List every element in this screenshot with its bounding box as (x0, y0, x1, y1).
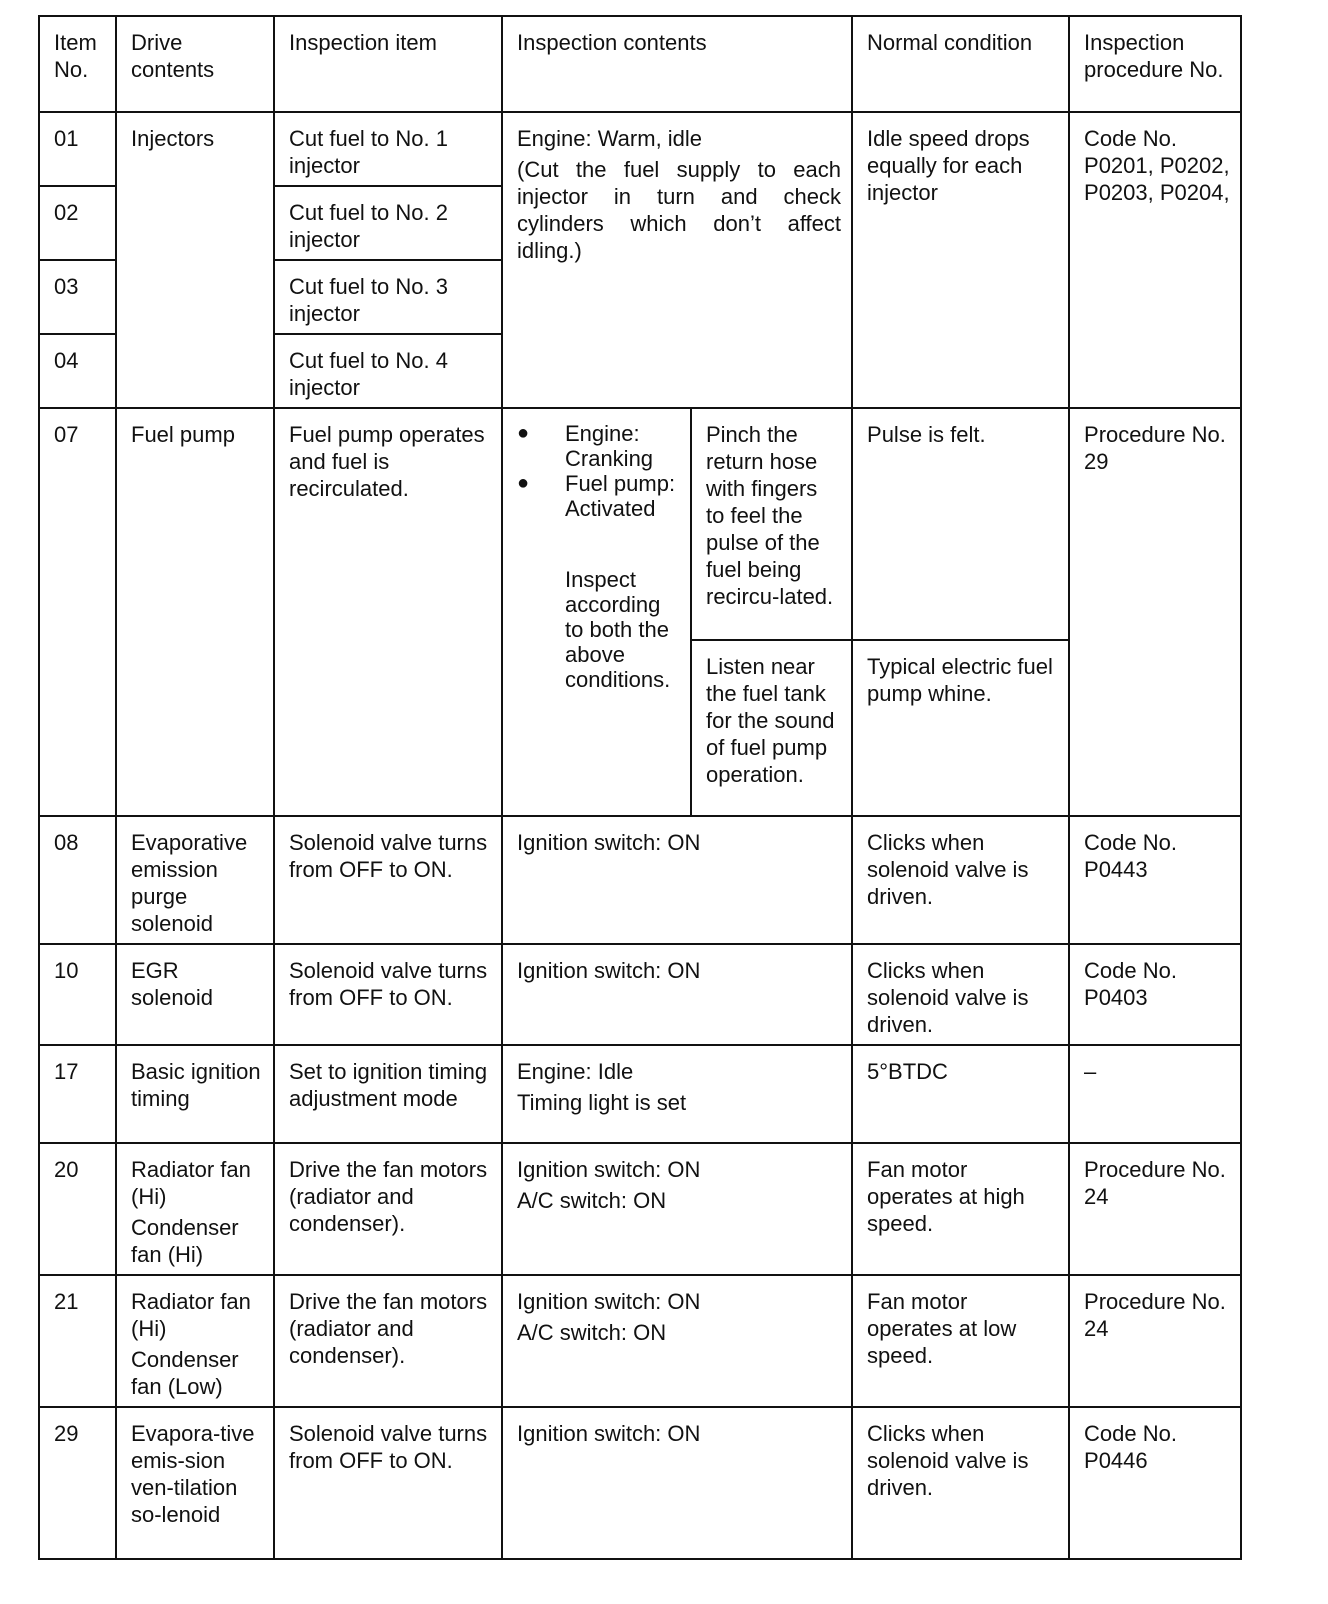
inspection-conditions-cell (502, 408, 691, 816)
inspection-contents-cell: Ignition switch: ON (502, 944, 852, 1045)
drive-contents-cell: EGR solenoid (116, 944, 274, 1045)
inspection-contents-cell (502, 1275, 852, 1407)
normal-condition-cell: Pulse is felt. (852, 408, 1069, 640)
condition-note: Inspect according to both the above conditions. (565, 567, 671, 692)
inspection-item-cell: Fuel pump operates and fuel is recirculated. (274, 408, 502, 816)
procedure-no-cell: Code No. P0443 (1069, 816, 1241, 944)
procedure-no-cell: Code No. P0201, P0202, P0203, P0204, (1069, 112, 1241, 408)
drive-line: Condenser fan (Low) (131, 1347, 239, 1399)
item-no-cell: 02 (39, 186, 116, 260)
item-no-cell: 10 (39, 944, 116, 1045)
table-row (39, 1045, 1241, 1143)
drive-contents-cell (116, 1275, 274, 1407)
item-no-cell: 17 (39, 1045, 116, 1143)
procedure-no-cell: Procedure No. 24 (1069, 1143, 1241, 1275)
inspection-item-cell: Cut fuel to No. 4 injector (274, 334, 502, 408)
normal-condition-cell: Clicks when solenoid valve is driven. (852, 816, 1069, 944)
normal-condition-cell: Idle speed drops equally for each injector (852, 112, 1069, 408)
table-row (39, 1275, 1241, 1407)
inspection-item-cell: Set to ignition timing adjustment mode (274, 1045, 502, 1143)
contents-line: Timing light is set (517, 1090, 687, 1115)
drive-line: Condenser fan (Hi) (131, 1215, 239, 1267)
header-item-no: Item No. (39, 16, 116, 112)
header-row (39, 16, 1241, 112)
drive-contents-cell (116, 1143, 274, 1275)
item-no-cell: 03 (39, 260, 116, 334)
table-row (39, 408, 1241, 640)
bullet-icon: ● (517, 422, 530, 444)
contents-line: Engine: Warm, idle (517, 126, 703, 151)
inspection-method-cell: Listen near the fuel tank for the sound of fuel pump operation. (691, 640, 852, 816)
condition-bullet (517, 421, 680, 471)
contents-line: Ignition switch: ON (517, 1289, 701, 1314)
inspection-item-cell: Cut fuel to No. 1 injector (274, 112, 502, 186)
condition-text: Fuel pump: Activated (565, 471, 676, 521)
inspection-table (38, 15, 1242, 1560)
procedure-no-cell: Procedure No. 24 (1069, 1275, 1241, 1407)
inspection-contents-cell (502, 1143, 852, 1275)
table-row (39, 112, 1241, 186)
contents-line: A/C switch: ON (517, 1188, 667, 1213)
normal-condition-cell: Fan motor operates at high speed. (852, 1143, 1069, 1275)
normal-condition-cell: Typical electric fuel pump whine. (852, 640, 1069, 816)
inspection-contents-cell (502, 112, 852, 408)
inspection-contents-cell: Ignition switch: ON (502, 816, 852, 944)
drive-line: Radiator fan (Hi) (131, 1157, 251, 1209)
table-row (39, 816, 1241, 944)
procedure-no-cell: – (1069, 1045, 1241, 1143)
contents-line: A/C switch: ON (517, 1320, 667, 1345)
header-normal-condition: Normal condition (852, 16, 1069, 112)
inspection-item-cell: Drive the fan motors (radiator and condenser). (274, 1275, 502, 1407)
inspection-contents-cell: Ignition switch: ON (502, 1407, 852, 1559)
inspection-item-cell: Solenoid valve turns from OFF to ON. (274, 944, 502, 1045)
item-no-cell: 01 (39, 112, 116, 186)
procedure-no-cell: Code No. P0403 (1069, 944, 1241, 1045)
drive-line: Radiator fan (Hi) (131, 1289, 251, 1341)
drive-contents-cell: Evaporative emission purge solenoid (116, 816, 274, 944)
drive-contents-cell: Evapora-tive emis-sion ven-tilation so-lenoid (116, 1407, 274, 1559)
drive-contents-cell: Basic ignition timing (116, 1045, 274, 1143)
header-inspection-item: Inspection item (274, 16, 502, 112)
bullet-icon: ● (517, 472, 530, 494)
inspection-method-cell: Pinch the return hose with fingers to feel the pulse of the fuel being recircu-lated. (691, 408, 852, 640)
item-no-cell: 29 (39, 1407, 116, 1559)
contents-line: (Cut the fuel supply to each injector in turn and check cylinders which don’t affect idling.) (517, 157, 842, 263)
procedure-no-cell: Procedure No. 29 (1069, 408, 1241, 816)
item-no-cell: 08 (39, 816, 116, 944)
inspection-item-cell: Cut fuel to No. 3 injector (274, 260, 502, 334)
normal-condition-cell: 5°BTDC (852, 1045, 1069, 1143)
item-no-cell: 07 (39, 408, 116, 816)
normal-condition-cell: Fan motor operates at low speed. (852, 1275, 1069, 1407)
item-no-cell: 20 (39, 1143, 116, 1275)
drive-contents-cell: Fuel pump (116, 408, 274, 816)
inspection-item-cell: Drive the fan motors (radiator and condenser). (274, 1143, 502, 1275)
contents-line: Ignition switch: ON (517, 1157, 701, 1182)
procedure-no-cell: Code No. P0446 (1069, 1407, 1241, 1559)
table-row (39, 944, 1241, 1045)
contents-line: Engine: Idle (517, 1059, 634, 1084)
item-no-cell: 21 (39, 1275, 116, 1407)
header-inspection-contents: Inspection contents (502, 16, 852, 112)
header-drive-contents: Drive contents (116, 16, 274, 112)
inspection-item-cell: Cut fuel to No. 2 injector (274, 186, 502, 260)
condition-bullet (517, 471, 680, 521)
inspection-item-cell: Solenoid valve turns from OFF to ON. (274, 816, 502, 944)
normal-condition-cell: Clicks when solenoid valve is driven. (852, 944, 1069, 1045)
normal-condition-cell: Clicks when solenoid valve is driven. (852, 1407, 1069, 1559)
drive-contents-cell: Injectors (116, 112, 274, 408)
inspection-item-cell: Solenoid valve turns from OFF to ON. (274, 1407, 502, 1559)
inspection-contents-cell (502, 1045, 852, 1143)
header-procedure-no: Inspection procedure No. (1069, 16, 1241, 112)
item-no-cell: 04 (39, 334, 116, 408)
condition-text: Engine: Cranking (565, 421, 654, 471)
table-row (39, 1143, 1241, 1275)
table-row (39, 1407, 1241, 1559)
